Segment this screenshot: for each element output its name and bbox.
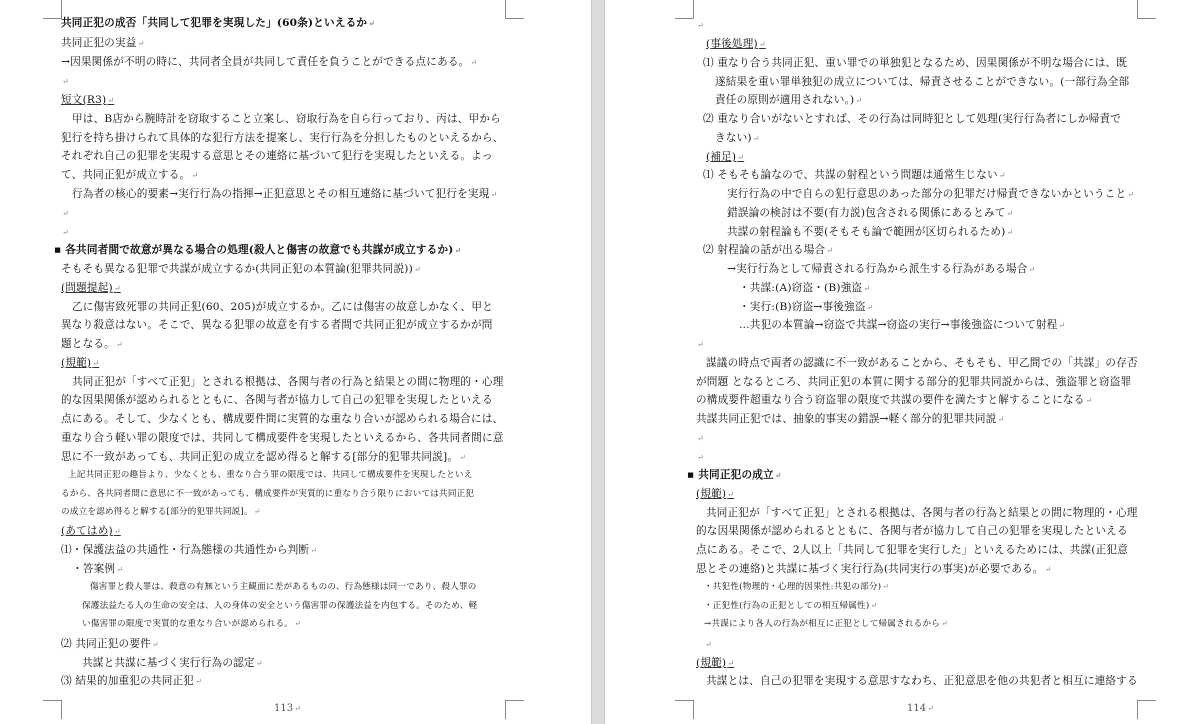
text-line	[68, 469, 473, 481]
line-text: 共同正犯の実益	[61, 37, 137, 49]
line-text: い傷害罪の限度で実質的な重なり合いが認められる。	[82, 619, 294, 629]
line-text: 異なり殺意はない。そこで、異なる犯罪の故意を有する者間で共同正犯が成立するかが問	[61, 319, 493, 331]
text-line	[61, 356, 99, 371]
paragraph-mark-icon: ↵	[490, 190, 498, 199]
crop-mark-top-right	[1137, 0, 1156, 19]
line-text: (補足)	[706, 151, 737, 163]
line-text: 共同正犯の成否「共同して犯罪を実現した」(60条)といえるか	[61, 17, 368, 29]
paragraph-mark-icon: ↵	[774, 470, 782, 480]
text-line	[61, 318, 493, 332]
text-line	[61, 450, 466, 465]
text-line	[706, 506, 1138, 520]
text-line	[706, 356, 1138, 370]
text-line	[739, 300, 874, 315]
text-line	[696, 487, 734, 502]
paragraph-mark-icon: ↵	[826, 246, 834, 255]
paragraph-mark-icon: ↵	[752, 134, 760, 143]
text-line	[696, 375, 1131, 389]
paragraph-mark-icon: ↵	[454, 245, 462, 255]
text-line	[696, 412, 1004, 427]
paragraph-mark-icon: ↵	[470, 58, 478, 67]
text-line	[82, 600, 477, 612]
paragraph-mark-icon: ↵	[705, 640, 712, 649]
paragraph-mark-icon: ↵	[294, 619, 301, 628]
text-line	[61, 36, 144, 51]
line-text: →実行行為として帰責される行為から派生する行為がある場合	[727, 263, 1028, 275]
text-line	[706, 150, 744, 165]
text-line	[706, 37, 766, 52]
text-line	[61, 206, 69, 221]
paragraph-mark-icon: ↵	[107, 96, 115, 105]
paragraph-mark-icon: ↵	[113, 284, 121, 293]
text-line	[739, 318, 1065, 333]
line-text: ・答案例	[72, 563, 116, 575]
line-text: 的な因果関係が認められるとともに、各関与者が協力して自己の犯罪を実現したといえる	[61, 394, 493, 406]
paragraph-mark-icon: ↵	[941, 619, 948, 628]
text-line	[715, 93, 862, 108]
text-line	[61, 412, 503, 426]
line-text: 思に不一致があっても、共同正犯の成立を認め得ると解する[部分的犯罪共同説]。	[61, 451, 459, 463]
crop-mark-top-left	[675, 0, 694, 19]
line-text: (問題提起)	[61, 282, 113, 294]
paragraph-mark-icon: ↵	[697, 453, 704, 462]
line-text: ⑴ そもそも論なので、共謀の射程という問題は通常生じない	[703, 169, 998, 181]
text-line	[72, 300, 493, 314]
line-text: 傷害罪と殺人罪は、殺意の有無という主観面に差があるものの、行為態様は同一であり、殺人罪の	[90, 582, 477, 592]
text-line	[82, 656, 263, 671]
line-text: 的な因果関係が認められるとともに、各関与者が協力して自己の犯罪を実現したといえる	[696, 525, 1128, 537]
text-line	[61, 262, 421, 277]
line-text: →共謀により各人の行為が相互に正犯として帰属されるから	[704, 619, 941, 629]
line-text: の構成要件超重なり合う窃盗罪の限度で共謀の要件を満たすと解することになる	[696, 394, 1085, 406]
paragraph-mark-icon: ↵	[998, 171, 1006, 180]
text-line	[61, 524, 121, 539]
document-page-114	[605, 0, 1188, 724]
line-text: るから、各共同者間に意思に不一致があっても、構成要件が実質的に重なり合う限りにおいては共同正犯	[61, 489, 475, 499]
text-line	[61, 16, 375, 30]
line-text: →因果関係が不明の時に、共同者全員が共同して責任を負うことができる点にある。	[61, 56, 470, 68]
paragraph-mark-icon: ↵	[1127, 190, 1135, 199]
line-text: ⑴ 重なり合う共同正犯、重い罪での単独犯となるため、因果関係が不明な場合には、既	[703, 57, 1128, 69]
line-text: 点にある。そこで、2人以上「共同して犯罪を実行した」といえるためには、共謀(正犯意	[696, 544, 1129, 556]
paragraph-mark-icon: ↵	[1028, 265, 1036, 274]
line-text: 共謀と共謀に基づく実行行為の認定	[82, 657, 255, 669]
text-line	[72, 112, 501, 126]
line-text: 短文(R3)	[61, 94, 107, 106]
page-number: 114↵	[907, 703, 934, 714]
line-text: 遂結果を重い罪単独犯の成立については、帰責させることができない。(一部行為全部	[715, 76, 1130, 88]
text-line	[61, 281, 121, 296]
paragraph-mark-icon: ↵	[253, 507, 261, 516]
text-line	[54, 243, 461, 257]
line-text: 謀議の時点で両者の認識に不一致があることから、そもそも、甲乙間での「共謀」の存否	[706, 357, 1138, 369]
paragraph-mark-icon: ↵	[195, 677, 202, 686]
text-line	[704, 600, 877, 612]
paragraph-mark-icon: ↵	[997, 415, 1005, 424]
paragraph-mark-icon: ↵	[697, 21, 704, 30]
line-text: 乙に傷害致死罪の共同正犯(60、205)が成立するか。乙には傷害の故意しかなく、甲と	[72, 301, 493, 313]
line-text: 題となる。	[61, 338, 115, 350]
line-text: (規範)	[696, 657, 727, 669]
text-line	[696, 393, 1092, 408]
text-line	[61, 543, 317, 558]
line-text: 共同正犯が「すべて正犯」とされる根拠は、各関与者の行為と結果との間に物理的・心理	[706, 507, 1138, 519]
line-text: 実行行為の中で自らの犯行意思のあった部分の犯罪だけ帰責できないかということ	[727, 188, 1127, 200]
paragraph-mark-icon: ↵	[882, 582, 890, 591]
paragraph-mark-icon: ↵	[255, 659, 263, 668]
text-line	[72, 187, 497, 202]
paragraph-mark-icon: ↵	[727, 659, 735, 668]
line-text: 保護法益たる人の生命の安全は、人の身体の安全という傷害罪の保護法益を内包する。そのため、軽	[82, 601, 478, 611]
text-line	[706, 674, 1138, 688]
line-text: 共謀の射程論も不要(そもそも論で範囲が区切られるため)	[727, 226, 1006, 238]
paragraph-mark-icon: ↵	[870, 601, 878, 610]
line-text: 重なり合う軽い罪の限度では、共同して構成要件を実現したといえるから、各共同者間に意	[61, 432, 504, 444]
text-line	[715, 75, 1129, 89]
line-text: (規範)	[61, 357, 92, 369]
line-text: それぞれ自己の犯罪を実現する意思とその連絡に基づいて犯行を実現したといえる。よっ	[61, 150, 493, 162]
text-line	[727, 187, 1134, 202]
line-text: 責任の原則が適用されない。)	[715, 94, 855, 106]
line-text: ・正犯性(行為の正犯としての相互帰属性)	[704, 601, 870, 611]
crop-mark-top-left	[43, 0, 62, 19]
line-text: (規範)	[696, 488, 727, 500]
text-line	[61, 131, 504, 145]
text-line	[696, 524, 1128, 538]
text-line	[61, 637, 159, 652]
text-line	[703, 112, 1121, 126]
paragraph-mark-icon: ↵	[866, 303, 874, 312]
text-line	[61, 506, 261, 518]
paragraph-mark-icon: ↵	[62, 77, 69, 86]
line-text: ▪ 各共同者間で故意が異なる場合の処理(殺人と傷害の故意でも共謀が成立するか)	[54, 244, 454, 256]
line-text: 共同正犯が「すべて正犯」とされる根拠は、各関与者の行為と結果との間に物理的・心理	[72, 376, 504, 388]
text-line	[703, 168, 1006, 183]
line-text: 上記共同正犯の趣旨より、少なくとも、重なり合う罪の限度では、共同して構成要件を実現したといえ	[68, 470, 473, 480]
text-line	[727, 262, 1035, 277]
paragraph-mark-icon: ↵	[1006, 228, 1014, 237]
crop-mark-bottom-left	[675, 700, 694, 719]
text-line	[696, 543, 1128, 557]
line-text: ・共犯性(物理的・心理的因果性:共犯の部分)	[704, 582, 882, 592]
line-text: 思とその連絡)と共謀に基づく実行行為(共同実行の事実)が必要である。	[696, 563, 1044, 575]
page-gutter	[591, 0, 605, 724]
paragraph-mark-icon: ↵	[737, 153, 745, 162]
line-text: (事後処理)	[706, 38, 758, 50]
line-text: ⑶ 結果的加重犯の共同正犯	[61, 675, 195, 687]
text-line	[61, 225, 69, 240]
paragraph-mark-icon: ↵	[1085, 396, 1093, 405]
paragraph-mark-icon: ↵	[62, 228, 69, 237]
line-text: て、共同正犯が成立する。	[61, 169, 191, 181]
text-line	[61, 149, 493, 163]
crop-mark-bottom-right	[505, 700, 524, 719]
text-line	[82, 618, 301, 630]
text-line	[61, 431, 504, 445]
text-line	[61, 74, 69, 89]
text-line	[61, 337, 123, 352]
text-line	[61, 488, 474, 500]
paragraph-mark-icon: ↵	[1044, 565, 1052, 574]
text-line	[90, 581, 477, 593]
text-line	[704, 637, 712, 652]
line-text: ⑵ 射程論の話が出る場合	[703, 244, 826, 256]
paragraph-mark-icon: ↵	[368, 18, 376, 28]
text-line	[715, 131, 760, 146]
text-line	[696, 656, 734, 671]
text-line	[696, 18, 704, 33]
line-text: 共謀とは、自己の犯罪を実現する意思すなわち、正犯意思を他の共犯者と相互に連絡する	[706, 675, 1138, 687]
paragraph-mark-icon: ↵	[62, 209, 69, 218]
paragraph-mark-icon: ↵	[1006, 209, 1014, 218]
text-line	[687, 468, 782, 482]
text-line	[61, 674, 202, 689]
text-line	[703, 243, 833, 258]
line-text: 行為者の核心的要素→実行行為の指揮→正犯意思とその相互連絡に基づいて犯行を実現	[72, 188, 490, 200]
text-line	[704, 581, 889, 593]
paragraph-mark-icon: ↵	[151, 640, 159, 649]
text-line	[72, 562, 123, 577]
paragraph-mark-icon: ↵	[310, 546, 318, 555]
paragraph-mark-icon: ↵	[727, 490, 735, 499]
line-text: ⑵ 重なり合いがないとすれば、その行為は同時犯として処理(実行行為者にしか帰責で	[703, 113, 1122, 125]
text-line	[61, 55, 477, 70]
line-text: ・実行:(B)窃盗→事後強盗	[739, 301, 866, 313]
paragraph-mark-icon: ↵	[115, 340, 123, 349]
text-line	[61, 168, 198, 183]
line-text: …共犯の本質論→窃盗で共謀→窃盗の実行→事後強盗について射程	[739, 319, 1058, 331]
paragraph-mark-icon: ↵	[413, 265, 421, 274]
paragraph-mark-icon: ↵	[113, 527, 121, 536]
line-text: ▪ 共同正犯の成立	[687, 469, 774, 481]
paragraph-mark-icon: ↵	[697, 340, 704, 349]
text-line	[61, 393, 493, 407]
line-text: 錯誤論の検討は不要(有力説)包含される関係にあるとみて	[727, 207, 1006, 219]
paragraph-mark-icon: ↵	[459, 453, 467, 462]
text-line	[72, 375, 504, 389]
text-line	[696, 431, 704, 446]
document-page-113	[0, 0, 591, 724]
text-line	[704, 618, 948, 630]
crop-mark-top-right	[505, 0, 524, 19]
paragraph-mark-icon: ↵	[116, 565, 124, 574]
paragraph-mark-icon: ↵	[92, 359, 100, 368]
line-text: 犯行を持ち掛けられて具体的な犯行方法を提案し、実行行為を分担したものといえるから、	[61, 132, 504, 144]
text-line	[61, 93, 114, 108]
line-text: ⑴・保護法益の共通性・行為態様の共通性から判断	[61, 544, 310, 556]
text-line	[696, 337, 704, 352]
crop-mark-bottom-right	[1137, 700, 1156, 719]
text-line	[696, 562, 1052, 577]
line-text: 甲は、B店から腕時計を窃取すること立案し、窃取行為を自ら行っており、丙は、甲から	[72, 113, 501, 125]
text-line	[739, 281, 870, 296]
paragraph-mark-icon: ↵	[758, 40, 766, 49]
line-text: ⑵ 共同正犯の要件	[61, 638, 151, 650]
paragraph-mark-icon: ↵	[191, 171, 199, 180]
line-text: そもそも異なる犯罪で共謀が成立するか(共同正犯の本質論(犯罪共同説))	[61, 263, 413, 275]
line-text: が問題 となるところ、共同正犯の本質に関する部分的犯罪共同説からは、強盗罪と窃盗罪	[696, 376, 1132, 388]
line-text: 共謀共同正犯では、抽象的事実の錯誤→軽く部分的犯罪共同説	[696, 413, 997, 425]
page-number: 113↵	[274, 703, 301, 714]
paragraph-mark-icon: ↵	[1058, 321, 1066, 330]
crop-mark-bottom-left	[43, 700, 62, 719]
line-text: きない)	[715, 132, 752, 144]
paragraph-mark-icon: ↵	[697, 434, 704, 443]
line-text: (あてはめ)	[61, 525, 113, 537]
line-text: の成立を認め得ると解する[部分的犯罪共同説]。	[61, 507, 253, 517]
paragraph-mark-icon: ↵	[137, 39, 145, 48]
text-line	[727, 225, 1013, 240]
text-line	[696, 450, 704, 465]
line-text: ・共謀:(A)窃盗・(B)強盗	[739, 282, 863, 294]
text-line	[727, 206, 1013, 221]
paragraph-mark-icon: ↵	[863, 284, 871, 293]
text-line	[703, 56, 1127, 70]
line-text: 点にある。そして、少なくとも、構成要件間に実質的な重なり合いが認められる場合には、	[61, 413, 504, 425]
paragraph-mark-icon: ↵	[855, 96, 863, 105]
